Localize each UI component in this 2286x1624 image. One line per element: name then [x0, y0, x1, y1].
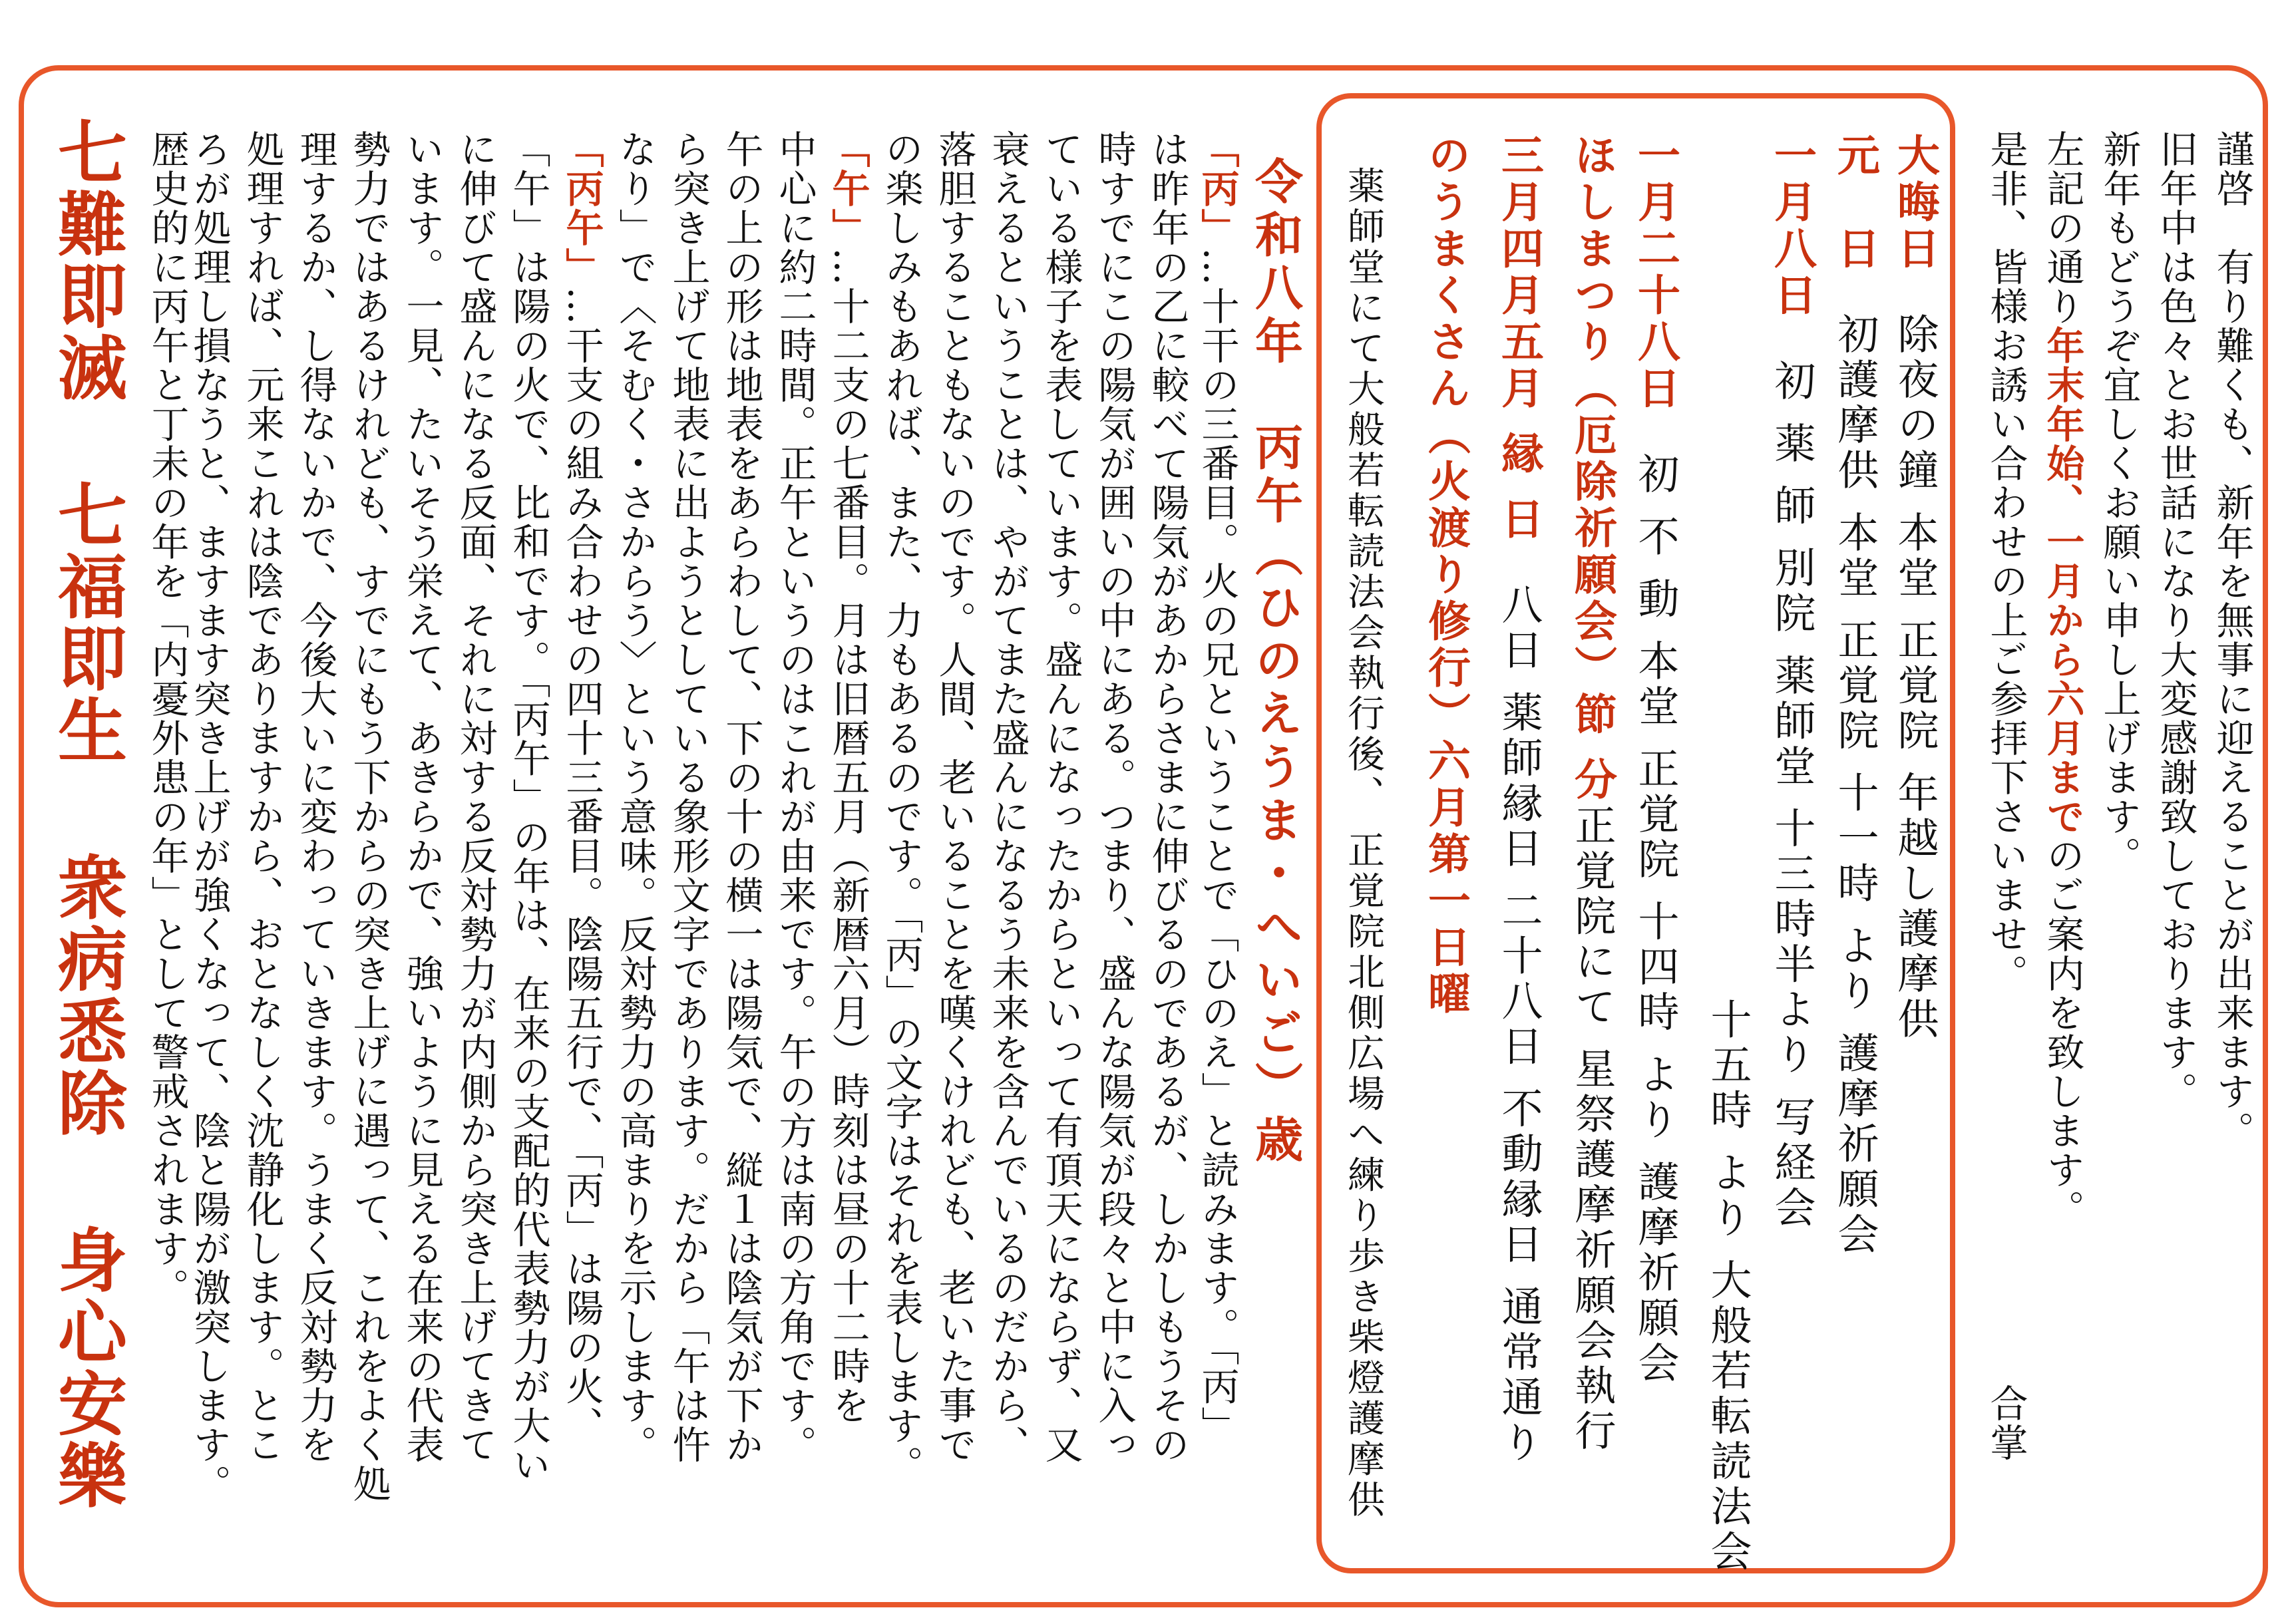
- essay-line-11: ら突き上げて地表に出ようとしている象形文字であります。だから「午は忤: [666, 130, 710, 1464]
- essay-line-4: ている様子を表しています。盛んになったからといって有頂天にならず、又: [1039, 130, 1083, 1464]
- essay-line-14: 「午」は陽の火で、比和です。「丙午」の年は、在来の支配的代表勢力が大い: [506, 130, 550, 1485]
- schedule-label-5: 一月二十八日: [1630, 133, 1680, 412]
- term-hinoeuma: 「丙午」: [560, 130, 604, 287]
- motto-4: 身心安樂: [46, 1224, 128, 1512]
- greeting-line-1: 謹啓 有り難くも、新年を無事に迎えることが出来ます。: [2210, 130, 2254, 1150]
- essay-line-12: なり」で〈そむく・さからう〉という意味。反対勢力の高まりを示します。: [613, 130, 657, 1464]
- essay-line-20: ろが処理し損なうと、ますます突き上げが強くなって、陰と陽が激突します。: [187, 130, 231, 1504]
- essay-line-2: は昨年の乙に較べて陽気があからさまに伸びるのであるが、しかしもうその: [1145, 130, 1189, 1464]
- essay-line-1-text: …十干の三番目。火の兄ということで「ひのえ」と読みます。「丙」: [1195, 247, 1239, 1446]
- essay-line-10: 午の上の形は地表をあらわして、下の十の横一は陽気で、縦１は陰気が下か: [719, 130, 763, 1464]
- schedule-row-2: [1830, 133, 1880, 1258]
- essay-line-8: [826, 130, 870, 1425]
- essay-line-19: 処理すれば、元来これは陰でありますから、おとなしく沈静化します。とこ: [240, 130, 284, 1464]
- essay-line-15: に伸びて盛んになる反面、それに対する反対勢力が内側から突き上げてきて: [453, 130, 497, 1464]
- schedule-text-2: 初護摩供 本堂 正覚院 十一時 より 護摩祈願会: [1831, 313, 1879, 1258]
- page-title: 令和八年 丙午（ひのえうま・へいご）歳: [1247, 156, 1304, 1168]
- essay-line-18: 理するか、し得ないかで、今後大いに変わっていきます。うまく反対勢力を: [293, 130, 337, 1464]
- greeting-highlight: 年末年始、一月から六月まで: [2040, 326, 2085, 836]
- schedule-text-3: 初 薬 師 別院 薬師堂 十三時半より 写経会: [1768, 359, 1816, 1231]
- essay-line-17: 勢力ではあるけれども、すでにもう下からの突き上げに遇って、これをよく処: [347, 130, 391, 1504]
- motto-2: 七福即生: [46, 479, 128, 766]
- greeting-line-3: 新年もどうぞ宜しくお願い申し上げます。: [2097, 130, 2141, 876]
- schedule-label-6: ほしまつり（厄除祈願会）節 分: [1567, 133, 1617, 804]
- essay-line-21: 歴史的に丙午と丁未の年を「内憂外患の年」として警戒されます。: [145, 130, 189, 1307]
- essay-line-8-text: …十二支の七番目。月は旧暦五月（新暦六月）時刻は昼の十二時を: [826, 247, 870, 1425]
- schedule-text-1: 除夜の鐘 本堂 正覚院 年越し護摩供: [1891, 313, 1939, 1043]
- greeting-line-2: 旧年中は色々とお世話になり大変感謝致しております。: [2154, 130, 2197, 1111]
- schedule-row-4: 十五時 より 大般若転読法会: [1704, 998, 1752, 1575]
- schedule-text-5: 初 不 動 本堂 正覚院 十四時 より 護摩祈願会: [1631, 452, 1680, 1386]
- greeting-line-5: 是非、皆様お誘い合わせの上ご参拝下さいませ。: [1984, 130, 2028, 993]
- schedule-label-2: 元 日: [1830, 133, 1880, 273]
- essay-line-13-text: …干支の組み合わせの四十三番目。陰陽五行で、「丙」は陽の火、: [560, 287, 604, 1446]
- schedule-row-3: [1767, 133, 1817, 1231]
- schedule-text-7: 八日 薬師縁日 二十八日 不動縁日 通常通り: [1495, 583, 1543, 1466]
- schedule-text-6: 正覚院にて 星祭護摩祈願会執行: [1568, 804, 1617, 1454]
- schedule-row-1: [1890, 133, 1940, 1043]
- essay-line-16: います。一見、たいそう栄えて、あきらかで、強いように見える在来の代表: [400, 130, 444, 1464]
- schedule-row-6: [1567, 133, 1617, 1454]
- greeting-line-4-c: のご案内を致します。: [2040, 836, 2084, 1229]
- essay-line-7: の楽しみもあれば、また、力もあるのです。「丙」の文字はそれを表します。: [879, 130, 923, 1485]
- schedule-row-5: [1630, 133, 1680, 1386]
- closing: 合掌: [1984, 1384, 2028, 1462]
- greeting-line-4: [2040, 130, 2085, 1229]
- schedule-row-9: 薬師堂にて大般若転読法会執行後、 正覚院北側広場へ練り歩き柴燈護摩供: [1342, 166, 1385, 1521]
- term-hei: 「丙」: [1195, 130, 1240, 247]
- schedule-label-7: 三月四月五月 縁 日: [1494, 133, 1544, 544]
- schedule-label-1: 大晦日: [1890, 133, 1940, 273]
- motto-3: 衆病悉除: [46, 852, 128, 1139]
- greeting-line-4-a: 左記の通り: [2040, 130, 2084, 326]
- essay-line-6: 落胆することもないのです。人間、老いることを嘆くけれども、老いた事で: [932, 130, 976, 1464]
- schedule-row-8: [1421, 133, 1471, 1018]
- motto-1: 七難即滅: [46, 116, 128, 404]
- term-uma: 「午」: [826, 130, 870, 247]
- schedule-row-7: [1494, 133, 1544, 1466]
- essay-line-13: [560, 130, 604, 1446]
- essay-line-1: [1195, 130, 1240, 1446]
- essay-line-9: 中心に約二時間。正午というのはこれが由来です。午の方は南の方角です。: [773, 130, 817, 1464]
- schedule-label-8: のうまくさん（火渡り修行）六月第一日曜: [1421, 133, 1471, 1018]
- essay-line-3: 時すでにこの陽気が囲いの中にある。つまり、盛んな陽気が段々と中に入っ: [1092, 130, 1136, 1464]
- schedule-label-3: 一月八日: [1767, 133, 1817, 319]
- essay-line-5: 衰えるということは、やがてまた盛んになるう未来を含んでいるのだから、: [986, 130, 1030, 1464]
